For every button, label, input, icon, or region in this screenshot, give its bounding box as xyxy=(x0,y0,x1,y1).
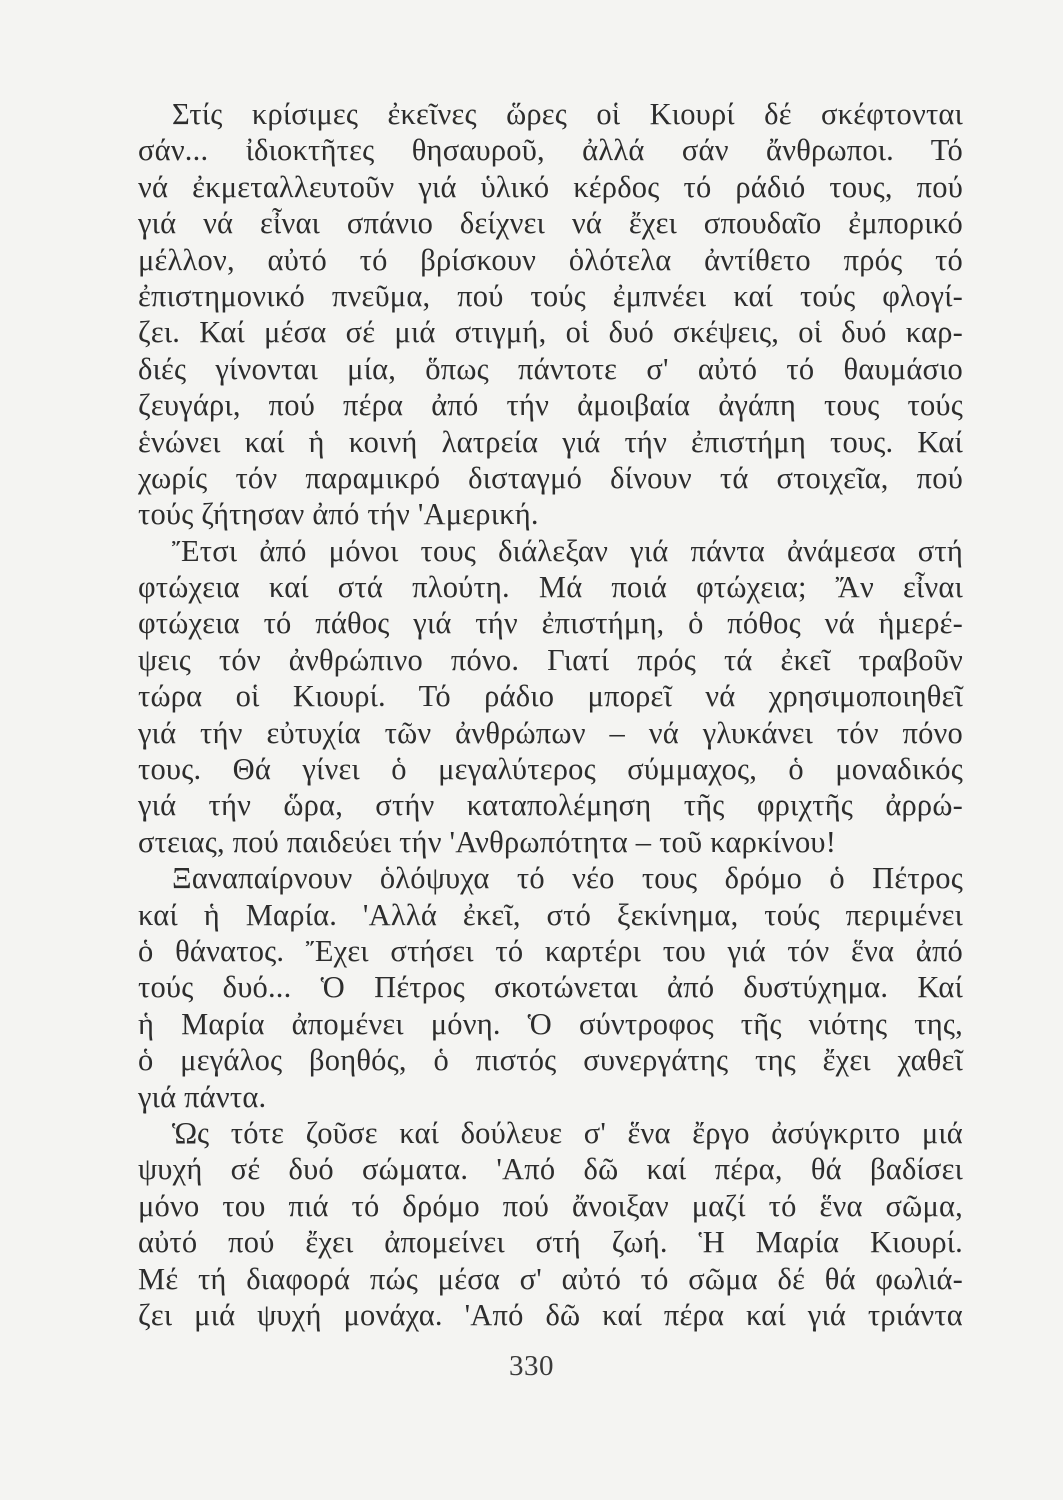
text-line: αὐτό πού ἔχει ἀπομείνει στή ζωή. Ἡ Μαρία Κιουρί. xyxy=(138,1225,963,1260)
text-line: ἡ Μαρία ἀπομένει μόνη. Ὁ σύντροφος τῆς νιότης της, xyxy=(138,1006,963,1041)
text-line: φτώχεια καί στά πλούτη. Μά ποιά φτώχεια; Ἄν εἶναι xyxy=(138,570,963,605)
text-line: Στίς κρίσιμες ἐκεῖνες ὥρες οἱ Κιουρί δέ σκέφτονται xyxy=(172,97,963,131)
text-line: ζευγάρι, πού πέρα ἀπό τήν ἀμοιβαία ἀγάπη τους τούς xyxy=(138,388,963,423)
text-line: σάν... ἰδιοκτῆτες θησαυροῦ, ἀλλά σάν ἄνθρωποι. Τό xyxy=(138,133,963,168)
text-line: μόνο του πιά τό δρόμο πού ἄνοιξαν μαζί τό ἕνα σῶμα, xyxy=(138,1188,963,1223)
text-line: μέλλον, αὐτό τό βρίσκουν ὁλότελα ἀντίθετο πρός τό xyxy=(138,242,963,277)
body-text xyxy=(138,96,963,1333)
text-line: Μέ τή διαφορά πώς μέσα σ' αὐτό τό σῶμα δέ θά φωλιά- xyxy=(138,1261,963,1296)
text-line: τούς ζήτησαν ἀπό τήν 'Αμερική. xyxy=(138,497,539,532)
text-line: Ξαναπαίρνουν ὁλόψυχα τό νέο τους δρόμο ὁ Πέτρος xyxy=(172,861,963,896)
text-line: ζει. Καί μέσα σέ μιά στιγμή, οἱ δυό σκέψεις, οἱ δυό καρ- xyxy=(138,315,963,350)
text-line: γιά νά εἶναι σπάνιο δείχνει νά ἔχει σπουδαῖο ἐμπορικό xyxy=(138,206,963,241)
text-line: ψεις τόν ἀνθρώπινο πόνο. Γιατί πρός τά ἐκεῖ τραβοῦν xyxy=(138,642,963,677)
text-line: στειας, πού παιδεύει τήν 'Ανθρωπότητα – τοῦ καρκίνου! xyxy=(138,824,837,859)
text-line: ὁ μεγάλος βοηθός, ὁ πιστός συνεργάτης της ἔχει χαθεῖ xyxy=(138,1043,963,1078)
text-line: γιά τήν ὥρα, στήν καταπολέμηση τῆς φριχτῆς ἀρρώ- xyxy=(138,788,963,823)
text-line: ὁ θάνατος. Ἔχει στήσει τό καρτέρι του γιά τόν ἕνα ἀπό xyxy=(138,933,963,968)
text-line: ζει μιά ψυχή μονάχα. 'Από δῶ καί πέρα καί γιά τριάντα xyxy=(138,1297,963,1332)
text-line: νά ἐκμεταλλευτοῦν γιά ὑλικό κέρδος τό ράδιό τους, πού xyxy=(138,169,963,204)
text-line: τούς δυό... Ὁ Πέτρος σκοτώνεται ἀπό δυστύχημα. Καί xyxy=(138,970,963,1005)
text-line: φτώχεια τό πάθος γιά τήν ἐπιστήμη, ὁ πόθος νά ἡμερέ- xyxy=(138,606,963,641)
text-line: χωρίς τόν παραμικρό δισταγμό δίνουν τά στοιχεῖα, πού xyxy=(138,460,963,495)
text-line: ψυχή σέ δυό σώματα. 'Από δῶ καί πέρα, θά βαδίσει xyxy=(138,1152,963,1187)
text-line: Ὡς τότε ζοῦσε καί δούλευε σ' ἕνα ἔργο ἀσύγκριτο μιά xyxy=(172,1115,963,1150)
page-number: 330 xyxy=(509,1350,554,1382)
text-line: γιά πάντα. xyxy=(138,1079,267,1114)
text-line: Ἔτσι ἀπό μόνοι τους διάλεξαν γιά πάντα ἀνάμεσα στή xyxy=(172,533,963,568)
text-line: ἑνώνει καί ἡ κοινή λατρεία γιά τήν ἐπιστήμη τους. Καί xyxy=(138,424,963,459)
text-line: γιά τήν εὐτυχία τῶν ἀνθρώπων – νά γλυκάνει τόν πόνο xyxy=(138,715,963,750)
text-line: τώρα οἱ Κιουρί. Τό ράδιο μπορεῖ νά χρησιμοποιηθεῖ xyxy=(138,679,963,714)
text-line: καί ἡ Μαρία. 'Αλλά ἐκεῖ, στό ξεκίνημα, τούς περιμένει xyxy=(138,897,963,932)
text-line: τους. Θά γίνει ὁ μεγαλύτερος σύμμαχος, ὁ μοναδικός xyxy=(138,752,963,787)
text-line: διές γίνονται μία, ὅπως πάντοτε σ' αὐτό τό θαυμάσιο xyxy=(138,351,963,386)
text-line: ἐπιστημονικό πνεῦμα, πού τούς ἐμπνέει καί τούς φλογί- xyxy=(138,278,963,313)
